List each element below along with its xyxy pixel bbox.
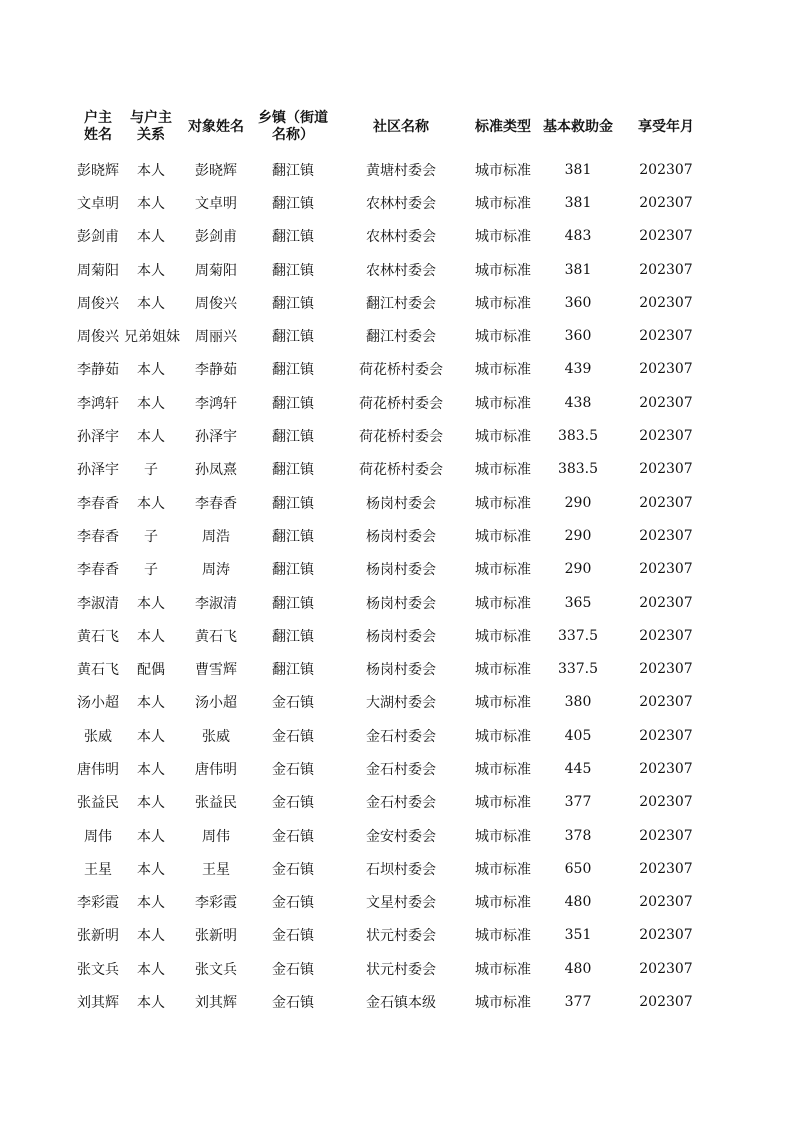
cell-town: 翻江镇 (272, 562, 314, 579)
cell-standard-type: 城市标准 (475, 362, 531, 379)
cell-household-head: 周伟 (84, 828, 112, 845)
cell-allowance: 381 (564, 161, 592, 178)
cell-recipient-name: 孙泽宇 (195, 429, 237, 446)
cell-standard-type: 城市标准 (475, 395, 531, 412)
cell-period: 202307 (639, 261, 693, 278)
cell-relation: 本人 (137, 429, 165, 446)
cell-recipient-name: 周涛 (202, 562, 230, 579)
cell-community: 金石村委会 (366, 761, 436, 778)
cell-allowance: 445 (564, 760, 592, 777)
header-relation-to-head: 与户主 关系 (130, 110, 172, 143)
cell-standard-type: 城市标准 (475, 928, 531, 945)
cell-allowance: 290 (564, 561, 592, 578)
cell-standard-type: 城市标准 (475, 462, 531, 479)
cell-community: 金石镇本级 (366, 995, 436, 1012)
cell-community: 大湖村委会 (366, 695, 436, 712)
table-row (72, 686, 712, 719)
cell-relation: 本人 (137, 495, 165, 512)
cell-relation: 配偶 (137, 662, 165, 679)
cell-town: 翻江镇 (272, 162, 314, 179)
table-row (72, 886, 712, 919)
cell-community: 杨岗村委会 (366, 562, 436, 579)
table-row (72, 586, 712, 619)
cell-period: 202307 (639, 161, 693, 178)
cell-standard-type: 城市标准 (475, 162, 531, 179)
cell-relation: 本人 (137, 229, 165, 246)
cell-relation: 本人 (137, 695, 165, 712)
cell-period: 202307 (639, 194, 693, 211)
cell-allowance: 290 (564, 527, 592, 544)
cell-town: 翻江镇 (272, 495, 314, 512)
cell-allowance: 383.5 (557, 461, 599, 478)
header-recipient-name: 对象姓名 (188, 118, 244, 135)
cell-relation: 本人 (137, 295, 165, 312)
cell-standard-type: 城市标准 (475, 295, 531, 312)
cell-household-head: 文卓明 (77, 195, 119, 212)
cell-period: 202307 (639, 994, 693, 1011)
table-row (72, 819, 712, 852)
cell-standard-type: 城市标准 (475, 895, 531, 912)
cell-period: 202307 (639, 694, 693, 711)
cell-household-head: 李彩霞 (77, 895, 119, 912)
cell-community: 农林村委会 (366, 229, 436, 246)
header-basic-allowance: 基本救助金 (543, 118, 613, 135)
cell-standard-type: 城市标准 (475, 595, 531, 612)
cell-community: 翻江村委会 (366, 295, 436, 312)
cell-town: 翻江镇 (272, 595, 314, 612)
cell-period: 202307 (639, 328, 693, 345)
cell-allowance: 480 (564, 894, 592, 911)
cell-recipient-name: 曹雪辉 (195, 662, 237, 679)
header-period: 享受年月 (638, 118, 694, 135)
cell-community: 荷花桥村委会 (359, 362, 443, 379)
cell-period: 202307 (639, 794, 693, 811)
cell-household-head: 李春香 (77, 495, 119, 512)
cell-community: 农林村委会 (366, 195, 436, 212)
cell-allowance: 381 (564, 261, 592, 278)
cell-standard-type: 城市标准 (475, 961, 531, 978)
cell-household-head: 李春香 (77, 562, 119, 579)
cell-town: 翻江镇 (272, 229, 314, 246)
cell-town: 翻江镇 (272, 462, 314, 479)
cell-period: 202307 (639, 428, 693, 445)
cell-town: 翻江镇 (272, 362, 314, 379)
cell-household-head: 周俊兴 (77, 329, 119, 346)
cell-relation: 本人 (137, 728, 165, 745)
cell-period: 202307 (639, 527, 693, 544)
cell-relation: 子 (144, 462, 158, 479)
cell-recipient-name: 周俊兴 (195, 295, 237, 312)
cell-standard-type: 城市标准 (475, 761, 531, 778)
cell-relation: 本人 (137, 262, 165, 279)
table-body (72, 153, 712, 1019)
table-row (72, 486, 712, 519)
cell-standard-type: 城市标准 (475, 429, 531, 446)
cell-recipient-name: 黄石飞 (195, 628, 237, 645)
table-row (72, 719, 712, 752)
cell-relation: 子 (144, 562, 158, 579)
table-row (72, 186, 712, 219)
cell-town: 翻江镇 (272, 528, 314, 545)
cell-recipient-name: 彭晓辉 (195, 162, 237, 179)
cell-household-head: 李淑清 (77, 595, 119, 612)
cell-recipient-name: 张益民 (195, 795, 237, 812)
cell-recipient-name: 孙凤熹 (195, 462, 237, 479)
cell-town: 翻江镇 (272, 395, 314, 412)
cell-allowance: 337.5 (557, 627, 599, 644)
cell-community: 杨岗村委会 (366, 595, 436, 612)
cell-town: 金石镇 (272, 828, 314, 845)
table-row (72, 852, 712, 885)
cell-household-head: 汤小超 (77, 695, 119, 712)
cell-relation: 本人 (137, 928, 165, 945)
cell-recipient-name: 王星 (202, 861, 230, 878)
cell-relation: 本人 (137, 162, 165, 179)
cell-household-head: 彭剑甫 (77, 229, 119, 246)
header-town: 乡镇（街道 名称） (258, 110, 328, 143)
cell-community: 金石村委会 (366, 728, 436, 745)
cell-town: 金石镇 (272, 861, 314, 878)
cell-household-head: 周菊阳 (77, 262, 119, 279)
cell-allowance: 438 (564, 394, 592, 411)
cell-recipient-name: 汤小超 (195, 695, 237, 712)
cell-standard-type: 城市标准 (475, 262, 531, 279)
cell-town: 翻江镇 (272, 195, 314, 212)
cell-community: 杨岗村委会 (366, 628, 436, 645)
cell-allowance: 381 (564, 194, 592, 211)
cell-household-head: 张益民 (77, 795, 119, 812)
cell-period: 202307 (639, 461, 693, 478)
cell-household-head: 黄石飞 (77, 662, 119, 679)
table-row (72, 652, 712, 685)
table-header-row (72, 104, 712, 150)
cell-recipient-name: 周浩 (202, 528, 230, 545)
cell-town: 翻江镇 (272, 662, 314, 679)
cell-town: 金石镇 (272, 895, 314, 912)
cell-recipient-name: 文卓明 (195, 195, 237, 212)
cell-period: 202307 (639, 228, 693, 245)
cell-recipient-name: 唐伟明 (195, 761, 237, 778)
cell-allowance: 377 (564, 794, 592, 811)
cell-allowance: 365 (564, 594, 592, 611)
cell-standard-type: 城市标准 (475, 828, 531, 845)
cell-allowance: 380 (564, 694, 592, 711)
cell-recipient-name: 张新明 (195, 928, 237, 945)
cell-town: 翻江镇 (272, 329, 314, 346)
cell-relation: 本人 (137, 395, 165, 412)
cell-household-head: 彭晓辉 (77, 162, 119, 179)
cell-standard-type: 城市标准 (475, 562, 531, 579)
header-household-head-name: 户主 姓名 (84, 110, 112, 143)
cell-allowance: 383.5 (557, 428, 599, 445)
header-standard-type: 标准类型 (475, 118, 531, 135)
cell-household-head: 李春香 (77, 528, 119, 545)
cell-standard-type: 城市标准 (475, 795, 531, 812)
cell-household-head: 张文兵 (77, 961, 119, 978)
cell-period: 202307 (639, 760, 693, 777)
cell-allowance: 378 (564, 827, 592, 844)
cell-period: 202307 (639, 960, 693, 977)
cell-community: 金安村委会 (366, 828, 436, 845)
cell-period: 202307 (639, 894, 693, 911)
cell-period: 202307 (639, 394, 693, 411)
cell-standard-type: 城市标准 (475, 528, 531, 545)
cell-allowance: 351 (564, 927, 592, 944)
cell-community: 文星村委会 (366, 895, 436, 912)
cell-period: 202307 (639, 294, 693, 311)
cell-community: 石坝村委会 (366, 861, 436, 878)
cell-recipient-name: 刘其辉 (195, 995, 237, 1012)
cell-town: 金石镇 (272, 795, 314, 812)
cell-standard-type: 城市标准 (475, 995, 531, 1012)
cell-period: 202307 (639, 594, 693, 611)
cell-household-head: 黄石飞 (77, 628, 119, 645)
cell-community: 杨岗村委会 (366, 662, 436, 679)
cell-community: 荷花桥村委会 (359, 462, 443, 479)
cell-recipient-name: 李淑清 (195, 595, 237, 612)
cell-town: 金石镇 (272, 928, 314, 945)
table-row (72, 952, 712, 985)
cell-recipient-name: 彭剑甫 (195, 229, 237, 246)
cell-allowance: 290 (564, 494, 592, 511)
cell-relation: 本人 (137, 861, 165, 878)
cell-standard-type: 城市标准 (475, 861, 531, 878)
cell-recipient-name: 李彩霞 (195, 895, 237, 912)
cell-community: 黄塘村委会 (366, 162, 436, 179)
cell-allowance: 650 (564, 860, 592, 877)
cell-town: 金石镇 (272, 995, 314, 1012)
table-row (72, 985, 712, 1018)
cell-recipient-name: 张文兵 (195, 961, 237, 978)
cell-period: 202307 (639, 860, 693, 877)
table-row (72, 286, 712, 319)
cell-community: 农林村委会 (366, 262, 436, 279)
cell-community: 荷花桥村委会 (359, 395, 443, 412)
cell-standard-type: 城市标准 (475, 728, 531, 745)
table-row (72, 786, 712, 819)
cell-household-head: 周俊兴 (77, 295, 119, 312)
cell-household-head: 唐伟明 (77, 761, 119, 778)
cell-town: 翻江镇 (272, 429, 314, 446)
table-row (72, 253, 712, 286)
cell-relation: 本人 (137, 828, 165, 845)
header-community: 社区名称 (373, 118, 429, 135)
cell-standard-type: 城市标准 (475, 195, 531, 212)
cell-recipient-name: 周丽兴 (195, 329, 237, 346)
cell-period: 202307 (639, 361, 693, 378)
cell-standard-type: 城市标准 (475, 229, 531, 246)
cell-allowance: 439 (564, 361, 592, 378)
table-row (72, 519, 712, 552)
cell-period: 202307 (639, 927, 693, 944)
cell-town: 金石镇 (272, 761, 314, 778)
cell-recipient-name: 周伟 (202, 828, 230, 845)
cell-relation: 本人 (137, 195, 165, 212)
cell-household-head: 孙泽宇 (77, 429, 119, 446)
cell-town: 翻江镇 (272, 295, 314, 312)
cell-period: 202307 (639, 661, 693, 678)
cell-period: 202307 (639, 561, 693, 578)
cell-standard-type: 城市标准 (475, 495, 531, 512)
cell-community: 状元村委会 (366, 961, 436, 978)
cell-relation: 本人 (137, 961, 165, 978)
cell-standard-type: 城市标准 (475, 628, 531, 645)
cell-period: 202307 (639, 727, 693, 744)
cell-relation: 本人 (137, 595, 165, 612)
cell-relation: 本人 (137, 795, 165, 812)
cell-recipient-name: 张威 (202, 728, 230, 745)
cell-relation: 本人 (137, 995, 165, 1012)
cell-period: 202307 (639, 494, 693, 511)
cell-community: 金石村委会 (366, 795, 436, 812)
cell-relation: 子 (144, 528, 158, 545)
cell-relation: 本人 (137, 895, 165, 912)
cell-recipient-name: 李春香 (195, 495, 237, 512)
table-row (72, 453, 712, 486)
cell-household-head: 张新明 (77, 928, 119, 945)
relief-roster-table (72, 104, 712, 1019)
table-row (72, 153, 712, 186)
cell-community: 杨岗村委会 (366, 495, 436, 512)
cell-standard-type: 城市标准 (475, 329, 531, 346)
cell-relation: 本人 (137, 362, 165, 379)
cell-community: 翻江村委会 (366, 329, 436, 346)
cell-allowance: 337.5 (557, 661, 599, 678)
cell-period: 202307 (639, 627, 693, 644)
cell-household-head: 王星 (84, 861, 112, 878)
table-row (72, 419, 712, 452)
cell-household-head: 李静茹 (77, 362, 119, 379)
cell-town: 金石镇 (272, 695, 314, 712)
cell-household-head: 张威 (84, 728, 112, 745)
cell-town: 金石镇 (272, 961, 314, 978)
cell-recipient-name: 李鸿轩 (195, 395, 237, 412)
table-row (72, 752, 712, 785)
table-row (72, 353, 712, 386)
cell-community: 杨岗村委会 (366, 528, 436, 545)
cell-relation: 兄弟姐妹 (124, 329, 180, 346)
cell-town: 金石镇 (272, 728, 314, 745)
cell-standard-type: 城市标准 (475, 695, 531, 712)
cell-community: 状元村委会 (366, 928, 436, 945)
cell-recipient-name: 李静茹 (195, 362, 237, 379)
cell-standard-type: 城市标准 (475, 662, 531, 679)
cell-allowance: 377 (564, 994, 592, 1011)
table-row (72, 619, 712, 652)
table-row (72, 919, 712, 952)
cell-town: 翻江镇 (272, 628, 314, 645)
table-row (72, 553, 712, 586)
cell-allowance: 360 (564, 328, 592, 345)
cell-allowance: 483 (564, 228, 592, 245)
cell-period: 202307 (639, 827, 693, 844)
cell-relation: 本人 (137, 761, 165, 778)
table-row (72, 319, 712, 352)
cell-household-head: 孙泽宇 (77, 462, 119, 479)
cell-community: 荷花桥村委会 (359, 429, 443, 446)
cell-relation: 本人 (137, 628, 165, 645)
table-row (72, 386, 712, 419)
cell-allowance: 360 (564, 294, 592, 311)
cell-household-head: 刘其辉 (77, 995, 119, 1012)
cell-household-head: 李鸿轩 (77, 395, 119, 412)
cell-recipient-name: 周菊阳 (195, 262, 237, 279)
cell-allowance: 480 (564, 960, 592, 977)
cell-allowance: 405 (564, 727, 592, 744)
table-row (72, 220, 712, 253)
cell-town: 翻江镇 (272, 262, 314, 279)
